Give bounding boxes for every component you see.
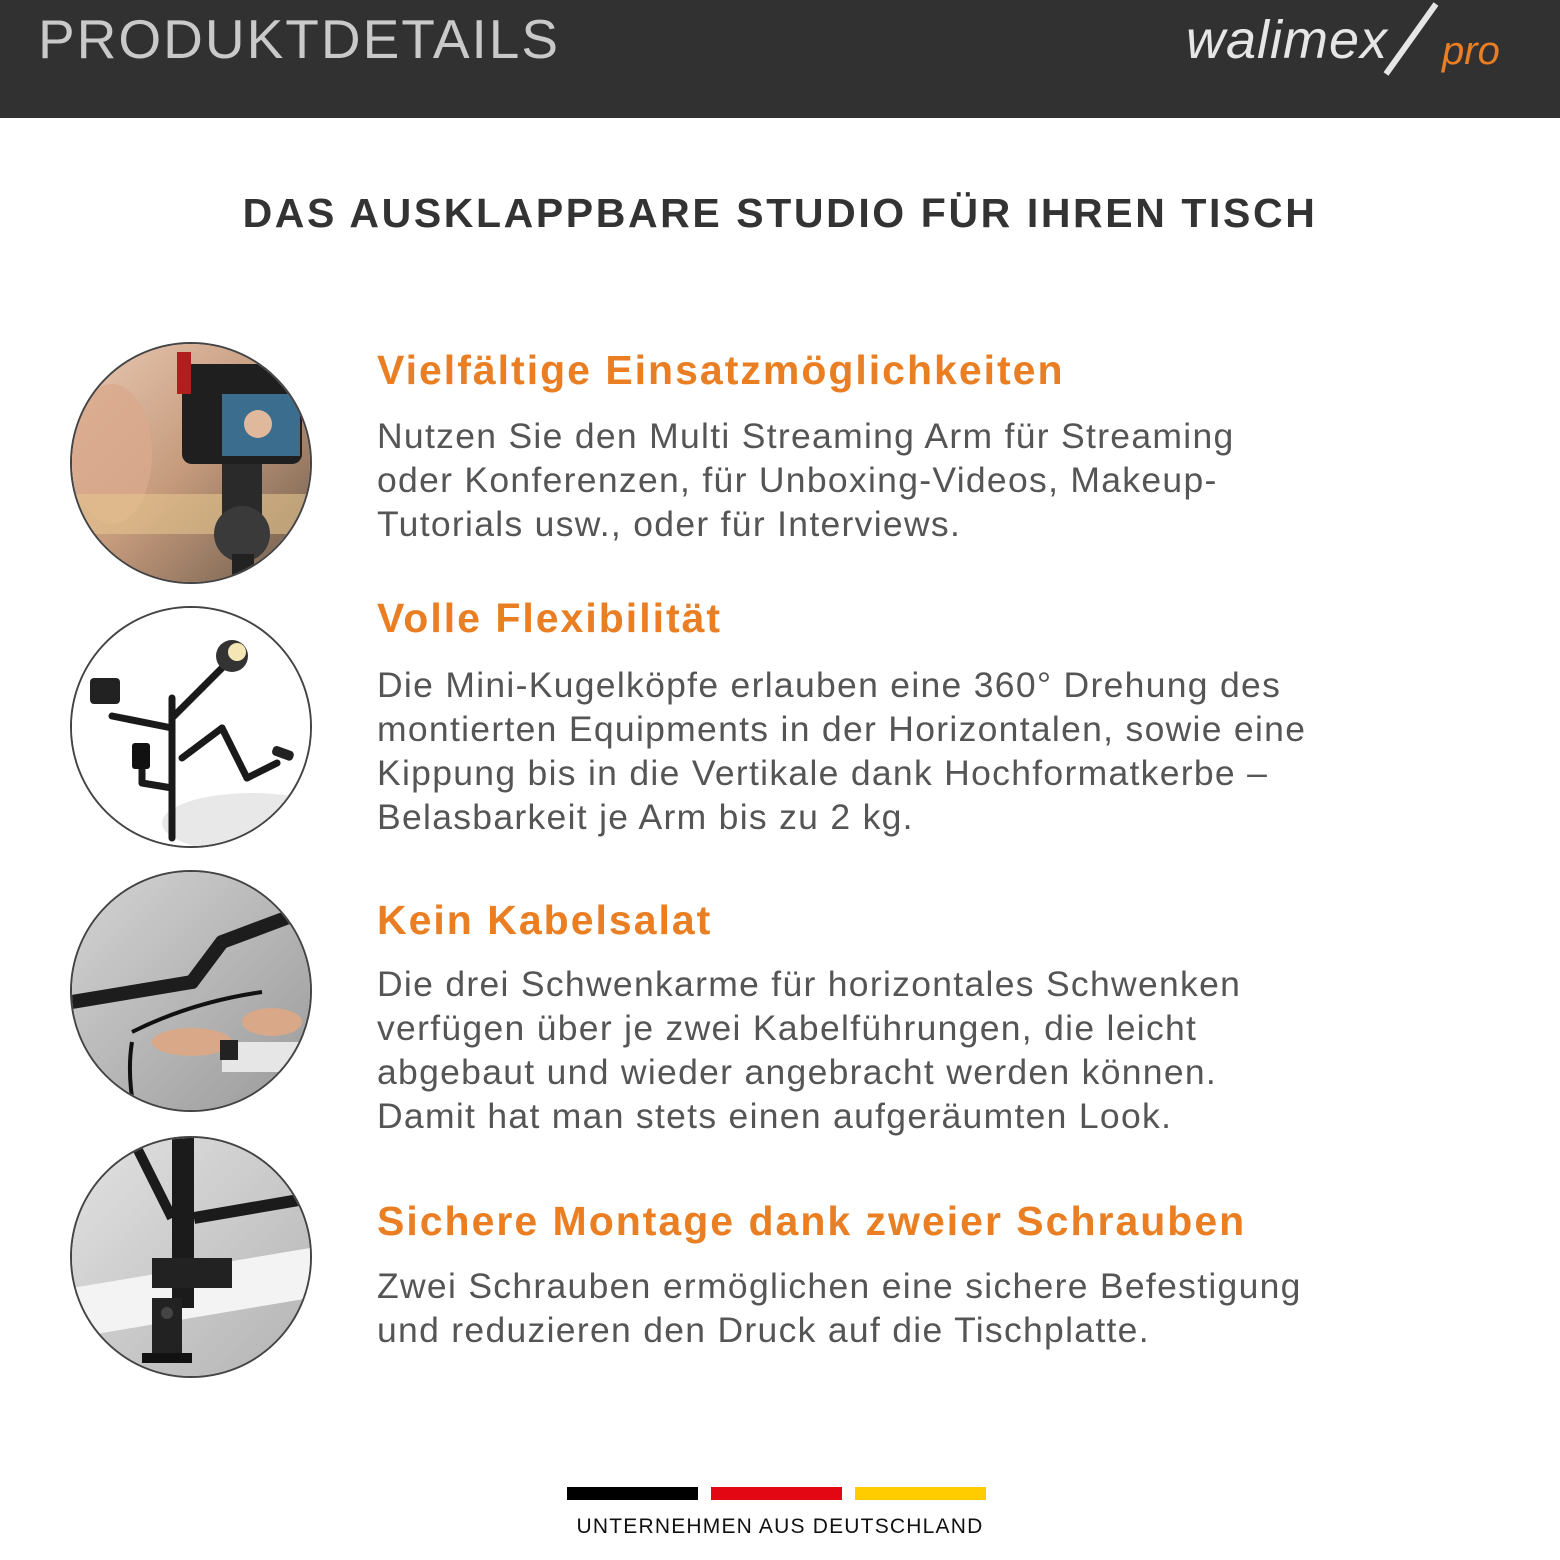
brand-name: walimex — [1186, 10, 1389, 70]
multi-arm-image — [70, 606, 312, 848]
flag-stripe-black — [567, 1487, 698, 1500]
feature-text: Die Mini-Kugelköpfe erlauben eine 360° Drehung des montierten Equipments in der Horizontalen, sowie eine Kippung bis in die Vertikale dank Hochformatkerbe – Belasbarkeit je Arm bis zu 2 kg. — [377, 665, 1307, 837]
flag-stripe-gold — [855, 1487, 986, 1500]
feature-text: Zwei Schrauben ermöglichen eine sichere Befestigung und reduzieren den Druck auf die Tischplatte. — [377, 1266, 1302, 1350]
flag-stripe-red — [711, 1487, 842, 1500]
feature-title: Volle Flexibilität — [377, 595, 723, 641]
feature-title: Vielfältige Einsatzmöglichkeiten — [377, 347, 1065, 393]
feature-text: Nutzen Sie den Multi Streaming Arm für Streaming oder Konferenzen, für Unboxing-Videos, Makeup- Tutorials usw., oder für Interviews. — [377, 416, 1235, 544]
footer-text: UNTERNEHMEN AUS DEUTSCHLAND — [576, 1515, 984, 1538]
feature-title: Kein Kabelsalat — [377, 897, 713, 943]
header-bar — [0, 0, 1560, 118]
feature-title: Sichere Montage dank zweier Schrauben — [377, 1198, 1247, 1244]
table-clamp-image — [70, 1136, 312, 1378]
page-title: PRODUKTDETAILS — [38, 8, 561, 70]
walimex-pro-logo — [1180, 0, 1540, 90]
brand-logo — [1180, 0, 1540, 90]
cable-management-image — [70, 870, 312, 1112]
camera-recording-image — [70, 342, 312, 584]
brand-suffix: pro — [1442, 29, 1500, 73]
section-headline: DAS AUSKLAPPBARE STUDIO FÜR IHREN TISCH — [242, 190, 1318, 236]
feature-text: Die drei Schwenkarme für horizontales Schwenken verfügen über je zwei Kabelführungen, die leicht abgebaut und wieder angebracht werden können. Damit hat man stets einen aufgeräumten Look. — [377, 964, 1242, 1136]
